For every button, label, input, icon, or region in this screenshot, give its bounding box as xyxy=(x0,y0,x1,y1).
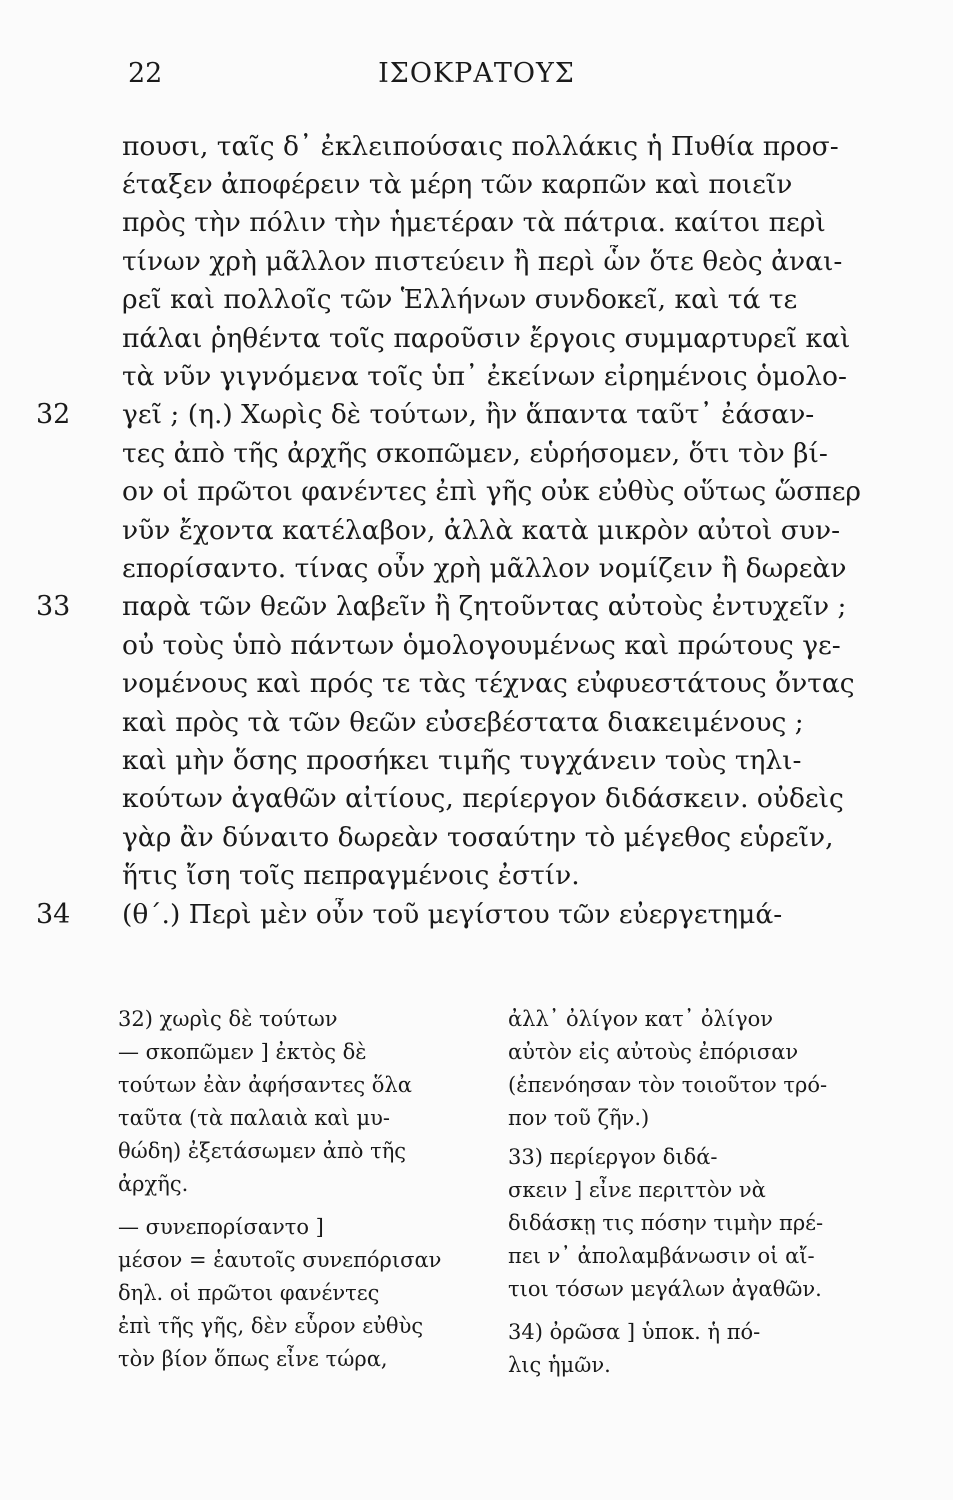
text-line: (θ΄.) Περὶ μὲν οὖν τοῦ μεγίστου τῶν εὐεργετημά- xyxy=(122,899,783,930)
footnote-line: (ἐπενόησαν τὸν τοιοῦτον τρό- xyxy=(508,1073,828,1097)
footnote-line: — συνεπορίσαντο ] xyxy=(118,1215,324,1239)
footnote-line: ἀλλ᾽ ὀλίγον κατ᾽ ὀλίγον xyxy=(508,1007,774,1031)
footnote-line: θώδη) ἐξετάσωμεν ἀπὸ τῆς xyxy=(118,1139,407,1163)
text-line: τὰ νῦν γιγνόμενα τοῖς ὑπ᾽ ἐκείνων εἰρημένοις ὁμολο- xyxy=(122,361,847,392)
footnote-line: 34) ὀρῶσα ] ὑποκ. ἡ πό- xyxy=(508,1320,761,1344)
text-line: οὐ τοὺς ὑπὸ πάντων ὁμολογουμένως καὶ πρώτους γε- xyxy=(122,630,841,661)
margin-section-number: 34 xyxy=(36,899,71,930)
text-line: ον οἱ πρῶτοι φανέντες ἐπὶ γῆς οὐκ εὐθὺς οὕτως ὥσπερ xyxy=(122,476,862,507)
text-line: νομένους καὶ πρός τε τὰς τέχνας εὐφυεστάτους ὄντας xyxy=(122,668,855,699)
footnote-line: μέσον = ἑαυτοῖς συνεπόρισαν xyxy=(118,1248,442,1272)
margin-section-number: 33 xyxy=(36,591,71,622)
running-head: ΙΣΟΚΡΑΤΟΥΣ xyxy=(378,58,575,89)
text-line: τες ἀπὸ τῆς ἀρχῆς σκοπῶμεν, εὑρήσομεν, ὅτι τὸν βί- xyxy=(122,438,828,469)
text-line: καὶ πρὸς τὰ τῶν θεῶν εὐσεβέστατα διακειμένους ; xyxy=(122,707,804,738)
footnote-line: δηλ. οἱ πρῶτοι φανέντες xyxy=(118,1281,380,1305)
text-line: επορίσαντο. τίνας οὖν χρὴ μᾶλλον νομίζειν ἢ δωρεὰν xyxy=(122,553,847,584)
text-line: ρεῖ καὶ πολλοῖς τῶν Ἑλλήνων συνδοκεῖ, καὶ τά τε xyxy=(122,284,798,315)
footnote-line: — σκοπῶμεν ] ἐκτὸς δὲ xyxy=(118,1040,367,1064)
footnote-line: πει ν᾽ ἀπολαμβάνωσιν οἱ αἴ- xyxy=(508,1244,815,1268)
text-line: γεῖ ; (η.) Χωρὶς δὲ τούτων, ἢν ἅπαντα ταῦτ᾽ ἐάσαν- xyxy=(122,399,815,430)
text-line: τίνων χρὴ μᾶλλον πιστεύειν ἢ περὶ ὧν ὅτε θεὸς ἀναι- xyxy=(122,246,843,277)
page-header xyxy=(0,58,953,98)
footnote-line: διδάσκῃ τις πόσην τιμὴν πρέ- xyxy=(508,1211,824,1235)
footnote-line: ἀρχῆς. xyxy=(118,1172,189,1196)
footnote-line: πον τοῦ ζῆν.) xyxy=(508,1106,650,1130)
footnote-line: τὸν βίον ὅπως εἶνε τώρα, xyxy=(118,1347,388,1371)
footnote-line: αὐτὸν εἰς αὐτοὺς ἐπόρισαν xyxy=(508,1040,799,1064)
page-number: 22 xyxy=(128,58,163,89)
text-line: γὰρ ἂν δύναιτο δωρεὰν τοσαύτην τὸ μέγεθος εὑρεῖν, xyxy=(122,822,834,853)
text-line: παρὰ τῶν θεῶν λαβεῖν ἢ ζητοῦντας αὐτοὺς ἐντυχεῖν ; xyxy=(122,591,847,622)
footnote-line: ἐπὶ τῆς γῆς, δὲν εὗρον εὐθὺς xyxy=(118,1314,424,1338)
text-line: πουσι, ταῖς δ᾽ ἐκλειπούσαις πολλάκις ἡ Πυθία προσ- xyxy=(122,131,839,162)
footnote-line: τιοι τόσων μεγάλων ἀγαθῶν. xyxy=(508,1277,822,1301)
text-line: καὶ μὴν ὅσης προσήκει τιμῆς τυγχάνειν τοὺς τηλι- xyxy=(122,745,802,776)
text-line: έταξεν ἀποφέρειν τὰ μέρη τῶν καρπῶν καὶ ποιεῖν xyxy=(122,169,793,200)
margin-section-number: 32 xyxy=(36,399,71,430)
text-line: κούτων ἀγαθῶν αἰτίους, περίεργον διδάσκειν. οὐδεὶς xyxy=(122,783,844,814)
footnote-line: 32) χωρὶς δὲ τούτων xyxy=(118,1007,338,1031)
text-line: ἥτις ἴση τοῖς πεπραγμένοις ἐστίν. xyxy=(122,860,580,891)
text-line: νῦν ἔχοντα κατέλαβον, ἀλλὰ κατὰ μικρὸν αὐτοὶ συν- xyxy=(122,515,841,546)
footnote-line: σκειν ] εἶνε περιττὸν νὰ xyxy=(508,1178,766,1202)
footnote-line: 33) περίεργον διδά- xyxy=(508,1145,718,1169)
text-line: πρὸς τὴν πόλιν τὴν ἡμετέραν τὰ πάτρια. καίτοι περὶ xyxy=(122,207,826,238)
footnote-line: τούτων ἐὰν ἀφήσαντες ὅλα xyxy=(118,1073,412,1097)
text-line: πάλαι ῥηθέντα τοῖς παροῦσιν ἔργοις συμμαρτυρεῖ καὶ xyxy=(122,323,851,354)
footnote-line: ταῦτα (τὰ παλαιὰ καὶ μυ- xyxy=(118,1106,390,1130)
footnote-line: λις ἡμῶν. xyxy=(508,1353,611,1377)
